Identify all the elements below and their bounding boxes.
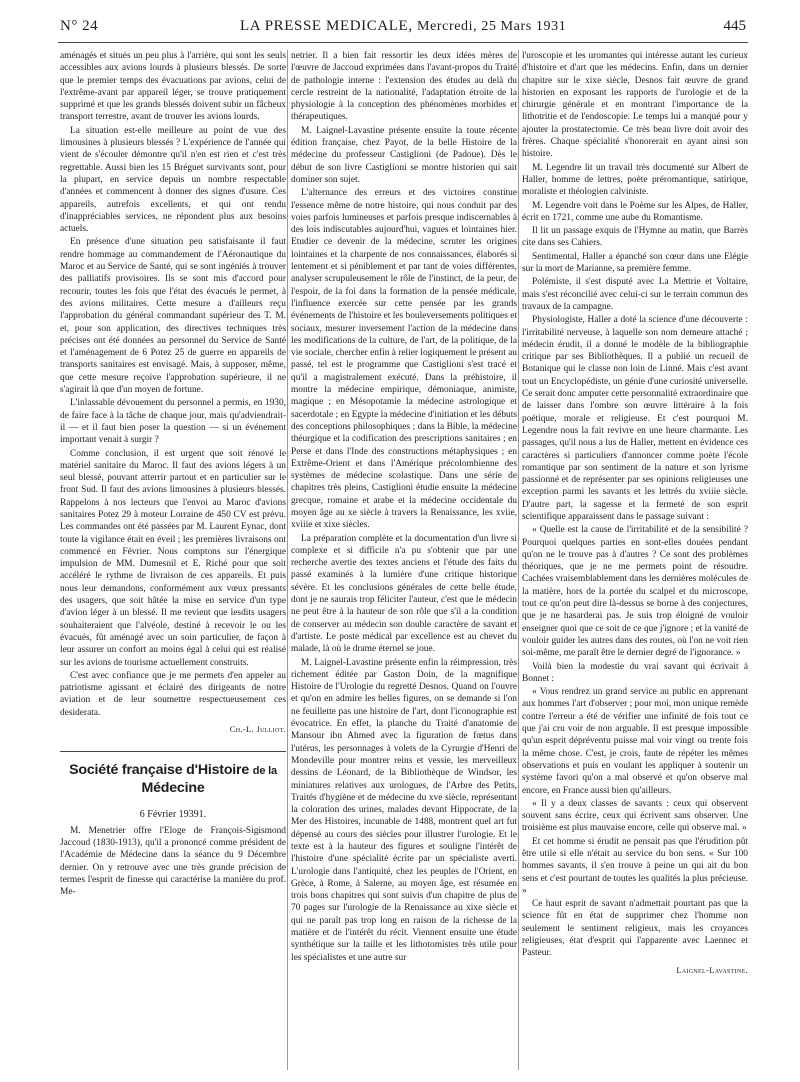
paragraph: M. Legendre lit un travail très documenté sur Albert de Haller, homme de lettres, poète préromantique, satirique, moraliste et théologien calviniste. — [522, 162, 748, 198]
column-left — [60, 50, 286, 899]
paragraph: En présence d'une situation peu satisfaisante il faut rendre hommage au commandement de l'Aéronautique du Maroc et au Service de Santé, qui se sont ingéniés à trouver des palliatifs provisoires. Ils se sont mis d'accord pour recourir, toutes les fois que l'état des évacués le permet, à des avions militaires. Cette mesure a d'ailleurs reçu l'approbation du général commandant supérieur des T. M. et, pour son application, des directives techniques très précises ont été données au personnel du Service de Santé et l'aménagement de 6 Potez 25 de guerre en appareils de transports sanitaires est envisagé. Mais, à supposer, même, que cette mesure reçoive l'approbation supérieure, il ne s'agirait là que d'un moyen de fortune. — [60, 237, 286, 396]
quotation: « Vous rendrez un grand service au public en apprenant aux hommes l'art d'observer ; pour moi, mon unique remède contre l'erreur a été de vérifier une infinité de fois tout ce que j'ai cru voir de non arguable. Il est presque impossible qu'un esprit dépréventu puisse mal voir vingt ou trente fois la même chose. C'est, je crois, faute de répéter les mêmes observations et puis en voulant les appliquer à soutenir un système favori qu'on a mal observé et qu'on observe mal encore, en France aussi bien qu'ailleurs. — [522, 687, 748, 796]
paragraph: L'inlassable dévouement du personnel a permis, en 1930, de faire face à la tâche de chaque jour, mais qu'adviendrait-il — et il faut bien poser la question — si un événement important venait à surgir ? — [60, 398, 286, 446]
paragraph: Voilà bien la modestie du vrai savant qui écrivait à Bonnet : — [522, 661, 748, 684]
column-divider — [518, 50, 519, 1070]
article-signature: Laignel-Lavastine. — [676, 964, 748, 975]
session-date: 6 Février 19391. — [139, 809, 207, 821]
section-divider — [60, 751, 286, 752]
article-signature: Ch.-L. Julliot. — [229, 724, 286, 735]
paragraph: Polémiste, il s'est disputé avec La Mettrie et Voltaire, mais s'est réconcilié avec celui-ci sur le terrain commun des travaux de la campagne. — [522, 277, 748, 312]
paragraph: M. Legendre voit dans le Poème sur les Alpes, de Haller, écrit en 1721, comme une aube du Romantisme. — [522, 200, 748, 223]
quotation: « Quelle est la cause de l'irritabilité et de la sensibilité ? Pourquoi quelques parties en sont-elles douées pendant qu'on ne le trouve pas à d'autres ? Ce sont des problèmes théoriques, que je ne me permets point de résoudre. Cachées vraisemblablement dans les dernières molécules de la matière, hors de la portée du scalpel et du microscope, tout ce qu'on peut dire là-dessus se borne à des conjectures, que je ne hasarderai pas. Je suis trop éloigné de vouloir enseigner quoi que ce soit de ce que j'ignore ; et la vanité de vouloir guider les autres dans des routes, où l'on ne voit rien soi-même, me paraît être le dernier degré de l'ignorance. » — [522, 525, 748, 659]
paragraph: Sentimental, Haller a épanché son cœur dans une Elégie sur la mort de Marianne, sa première femme. — [522, 251, 748, 275]
paragraph: Physiologiste, Haller a doté la science d'une découverte : l'irritabilité nerveuse, à laquelle son nom demeure attaché ; médecin érudit, il a donné le modèle de la bibliographie critique par ses Bibliothèques. Il a publié un recueil de Botanique qui le classe non loin de Linné. Mais c'est avant tout un Encyclopédiste, un génie d'une curiosité universelle. Ce serait donc amputer cette personnalité extraordinaire que de laisser dans l'ombre son œuvre littéraire à la fois poétique, morale et religieuse. Et c'est pourquoi M. Legendre nous la fait revivre en une heure charmante. Les passages, qu'il nous a lus de Haller, mettent en évidence ces caractères si particuliers d'annoncer comme poète l'école romantique par son sentiment de la nature et son lyrisme passionné et de représenter par ses opinions religieuses une exception parmi les savants et les lettrés du xviiie siècle. D'autre part, la sagesse et la fermeté de son esprit scientifique apparaissent dans le passage suivant : — [522, 315, 748, 522]
quotation: « Il y a deux classes de savants : ceux qui observent souvent sans écrire, ceux qui écrivent sans observer. Une troisième est plus mauvaise encore, celle qui observe mal. » — [522, 798, 748, 834]
paragraph: La situation est-elle meilleure au point de vue des limousines à plusieurs blessés ? L'expérience de l'année qui vient de s'écouler démontre qu'il n'en est rien et c'est très regrettable. Aussi bien les 15 Bréguet survivants sont, pour la plupart, en service depuis un nombre respectable d'années et commencent à donner des signes d'usure. Ces appareils, autrefois excellents, et qui ont rendu d'inappréciables services, ne répondent plus aux besoins actuels. — [60, 125, 286, 235]
paragraph: l'uroscopie et les uromantes qui intéresse autant les curieux d'histoire et d'art que les médecins. Enfin, dans un dernier chapitre sur le xixe siècle, Desnos fait œuvre de grand historien en exposant les rapports de l'urologie et de la chirurgie générale et en montrant l'importance de la lithotritie et de l'endoscopie. Le temps lui a manqué pour y ajouter la prostatectomie. Ce très beau livre doit avoir des frères. Chaque spécialité s'honorerait en ayant ainsi son histoire. — [522, 51, 748, 160]
paragraph: Il lit un passage exquis de l'Hymne au matin, que Barrès cite dans ses Cahiers. — [522, 226, 748, 249]
column-divider — [287, 50, 288, 1070]
paragraph: L'alternance des erreurs et des victoires constitue l'essence même de notre histoire, qui nous conduit par des voies parfois lumineuses et parfois presque indiscernables à des lois indiscutables aujourd'hui, vagues et lointaines hier. Etudier ce devenir de la médecine, scruter les origines lointaines et la charpente de nos connaissances, élaborés si lentement et si péniblement et par tant de voies différentes, analyser scrupuleusement le rôle de l'instinct, de la peur, de l'espoir, de la foi dans la formation de la pensée médicale, l'influence exercée sur cette pensée par les grands événements de l'histoire et les bouleversements politiques et sociaux, mesurer inversement l'action de la médecine dans les modifications de la culture, de l'art, de la politique, de la vie sociale, chercher enfin à relier logiquement le présent au passé, tel est le programme que Castiglioni s'est tracé et qu'il a magistralement exécuté. Dans la préhistoire, il montre la médecine empirique, démoniaque, animiste, magique ; en Mésopotamie la médecine astrologique et sacerdotale ; en Egypte la médecine d'initiation et les débuts des conceptions philosophiques ; dans la Bible, la médecine théurgique et la codification des prescriptions sanitaires ; en Perse et dans l'Inde des constructions métaphysiques ; en Extrême-Orient et dans l'Amérique précolombienne des systèmes de médecine scolastique. Dans une série de chapitres très pleins, Castiglioni étudie ensuite la médecine grecque, romaine et arabe et la médecine occidentale du moyen âge au xe siècle à travers la Renaissance, les xviie, xviiie et xixe siècles. — [291, 188, 517, 531]
paragraph: Ce haut esprit de savant n'admettait pourtant pas que la science fût en état de supprimer chez l'homme non seulement le sentiment religieux, mais les croyances religieuses, état d'esprit qui l'apparente avec Laennec et Pasteur. — [522, 899, 748, 959]
section-heading — [60, 762, 286, 797]
section-heading-end: Médecine — [141, 780, 205, 797]
section-heading-connector: de la — [252, 765, 277, 778]
paragraph: M. Laignel-Lavastine présente enfin la réimpression, très richement éditée par Gaston Doin, de la magnifique Histoire de l'Urologie du regretté Desnos. Quand on l'ouvre et qu'on en admire les belles figures, on se demande si l'on ne feuillette pas une histoire de l'art, dont l'iconographie est évocatrice. En effet, la planche du Traité d'anatomie de Mansour ibn Ahmed avec la figuration de fœtus dans l'utérus, les personnages à volets de la Cyrurgie d'Henri de Mondeville pour montrer reins et vessie, les merveilleux dessins de Léonard, de la Bibliothèque de Windsor, les miniatures relatives aux urologues, de l'Arbre des Petits, Traités d'hygiène et de médecine du xve siècle, représentant la coloration des urines, malades devant Hippocrate, de la Mer des Histoires, incunable de 1488, montrent quel art fut dépensé au cours des siècles pour illustrer l'urologie. Et le texte est à la hauteur des figures et souligne l'intérêt de l'histoire d'une spécialité écrite par un spécialiste averti. L'urologie dans l'antiquité, chez les peuples de l'Orient, en Grèce, à Rome, à Salerne, au moyen âge, est résumée en trois bons chapitres qui sont suivis d'un chapitre de plus de 70 pages sur l'urologie de la Renaissance au xixe siècle et qui ne paraît pas trop long en raison de la richesse de la matière et de l'intérêt du récit. Viennent ensuite une étude synthétique sur la taille et les lithotomistes très utile pour les spécialistes et une autre sur — [291, 657, 517, 963]
paragraph: C'est avec confiance que je me permets d'en appeler au patriotisme agissant et éclairé des dirigeants de notre aviation et de leur soumettre respectueusement ces desiderata. — [60, 670, 286, 718]
paragraph: M. Menetrier offre l'Eloge de François-Sigismond Jaccoud (1830-1913), qu'il a prononcé comme président de l'Académie de Médecine dans la séance du 9 Décembre dernier. On y retrouve avec une très grande précision de termes l'esprit de finesse qui caractérise la manière du prof. Me- — [60, 825, 286, 898]
column-middle — [291, 50, 517, 965]
paragraph: Et cet homme si érudit ne pensait pas que l'érudition pût être utile si elle n'était au service du bon sens. « Sur 100 hommes savants, il s'en trouve à peine un qui ait du bon sens et c'est pourtant de toutes les qualités la plus précieuse. » — [522, 836, 748, 896]
paragraph: Comme conclusion, il est urgent que soit rénové le matériel sanitaire du Maroc. Il faut des avions légers à un seul blessé, pouvant atterrir partout et en particulier sur le front Sud. Il faut des avions limousines à plusieurs blessés. Rappelons à nos lecteurs que l'envoi au Maroc d'avions sanitaires Potez 29 à moteur Lorraine de 450 CV est prévu. Les commandes ont été passées par M. Laurent Eynac, dont toute la vigilance était en éveil ; les premières livraisons ont commencé en Février. Nous comptons sur l'énergique impulsion de MM. Dumesnil et E. Riché pour que soit accéléré le rythme de livraison de ces appareils. Et puis nous leur demandons, conformément aux vœux pressants des usagers, que soit hâtée la mise en service d'un type d'avion léger à un blessé. Il me revient que lesdits usagers souhaiteraient que l'alvéole, destiné à recevoir le ou les évacués, fût aménagé avec un soin particulier, de façon à leur assurer un confort au moins égal à celui qui est réalisé sur les avions de tourisme actuellement construits. — [60, 448, 286, 668]
paragraph: La préparation complète et la documentation d'un livre si complexe et si difficile n'a pu s'obtenir que par une recherche avertie des textes anciens et l'étude des faits du passé examinés à la lumière d'une critique historique sévère. Et les conclusions générales de cette belle étude, dont je ne saurais trop féliciter l'auteur, c'est que le médecin ne peut être à la hauteur de son rôle que s'il a la condition de conserver au médecin son double caractère de savant et d'artiste. Le poste médical par excellence est au chevet du malade, là où le drame éternel se joue. — [291, 533, 517, 655]
page-header — [60, 18, 746, 40]
journal-masthead — [240, 18, 566, 35]
issue-date: Mercredi, 25 Mars 1931 — [417, 19, 567, 34]
paragraph: netrier. Il a bien fait ressortir les deux idées mères de l'œuvre de Jaccoud exprimées dans l'avant-propos du Traité de pathologie interne : l'extension des études au delà du cercle restreint de la nationalité, l'adaptation étroite de la physiologie à la conception des phénomènes morbides et thérapeutiques. — [291, 51, 517, 123]
journal-title: LA PRESSE MEDICALE, — [240, 18, 413, 34]
section-heading-main: Société française d'Histoire — [69, 762, 250, 779]
header-rule — [58, 42, 748, 43]
issue-number: N° 24 — [60, 18, 99, 34]
paragraph: M. Laignel-Lavastine présente ensuite la toute récente édition française, chez Payot, de la belle Histoire de la médecine du professeur Castiglioni (de Padoue). Dès le début de son livre Castiglioni se montre historien qui sait dominer son sujet. — [291, 125, 517, 185]
paragraph: aménagés et situés un peu plus à l'arrière, qui sont les seuls accessibles aux avions lourds à plusieurs blessés. De sorte que le premier temps des évacuations par avions, celui de l'extrême-avant par appareil léger, se trouve pratiquement supprimé et que les grands blessés doivent subir un fâcheux transport terrestre, avant de trouver les avions lourds. — [60, 51, 286, 123]
column-right — [522, 50, 748, 976]
page-number: 445 — [723, 18, 746, 34]
